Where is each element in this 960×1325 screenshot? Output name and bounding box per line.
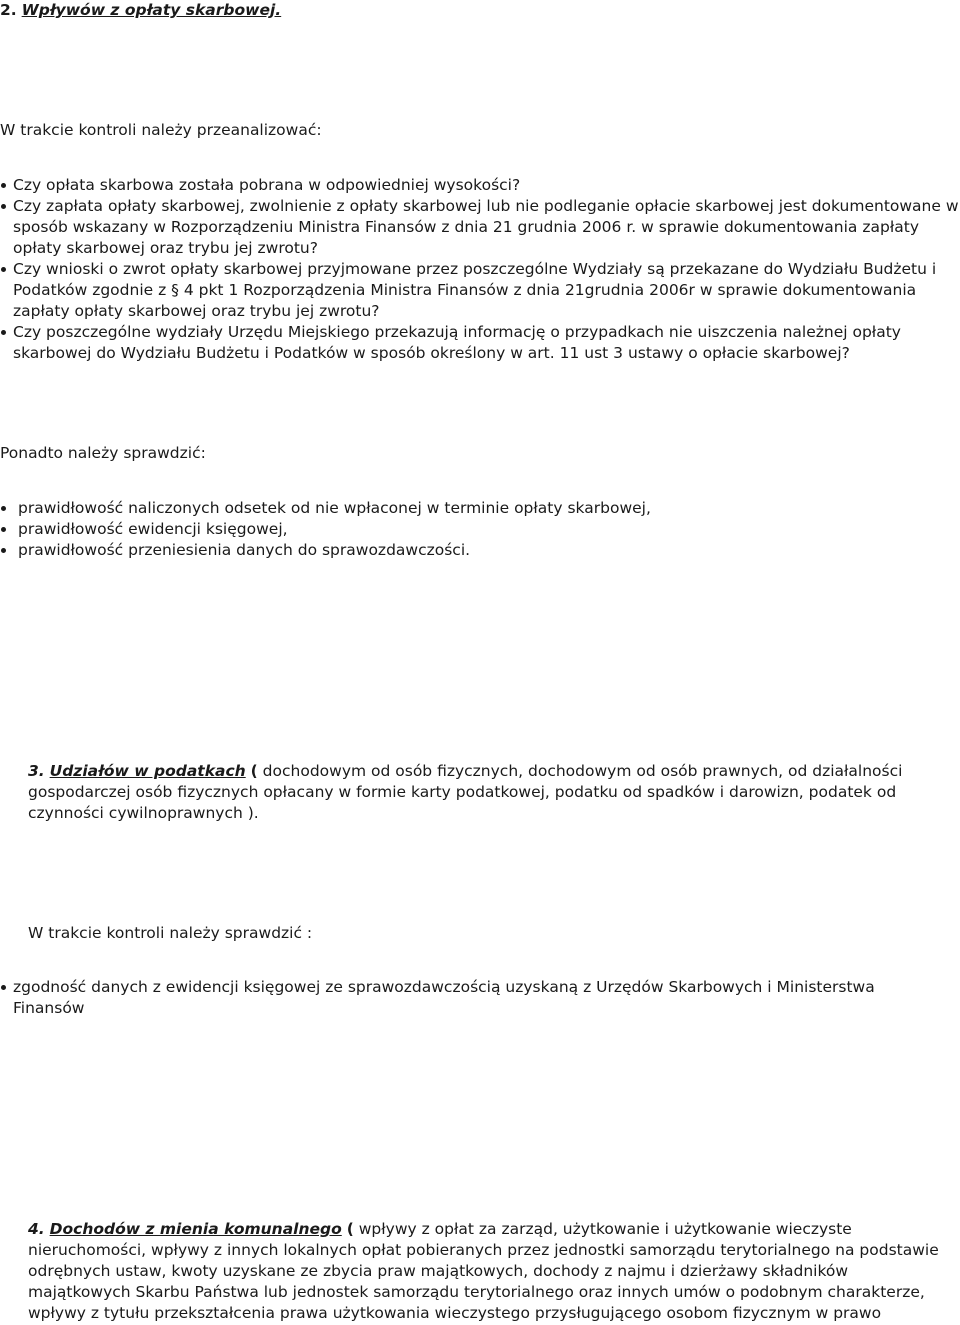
- section-2-intro: W trakcie kontroli należy przeanalizować:: [0, 121, 322, 139]
- list-item: prawidłowość ewidencji księgowej,: [0, 519, 900, 540]
- list-item: Czy zapłata opłaty skarbowej, zwolnienie z opłaty skarbowej lub nie podleganie opłacie skarbowej jest dokumentowane w sposób wskazany w Rozporządzeniu Ministra Finansów z dnia 21 grudnia 2006 r. w sprawie dokumentowania zapłaty opłaty skarbowej oraz trybu jej zwrotu?: [0, 196, 960, 259]
- also-check-label: Ponadto należy sprawdzić:: [0, 444, 206, 462]
- section-4-paragraph: [28, 1219, 953, 1324]
- also-check-list: [0, 498, 900, 561]
- section-3-description: dochodowym od osób fizycznych, dochodowym od osób prawnych, od działalności gospodarczej osób fizycznych opłacany w formie karty podatkowej, podatku od spadków i darowizn, podatek od czynności cywilnoprawnych ).: [28, 762, 903, 822]
- list-item: prawidłowość naliczonych odsetek od nie wpłaconej w terminie opłaty skarbowej,: [0, 498, 900, 519]
- section-2-question-list: [0, 175, 960, 364]
- section-2-title: Wpływów z opłaty skarbowej.: [21, 1, 282, 19]
- section-3-paragraph: [28, 761, 928, 824]
- section-4-description: wpływy z opłat za zarząd, użytkowanie i użytkowanie wieczyste nieruchomości, wpływy z innych lokalnych opłat pobieranych przez jednostki samorządu terytorialnego na podstawie odrębnych ustaw, kwoty uzyskane ze zbycia praw majątkowych, dochody z najmu i dzierżawy składników majątkowych Skarbu Państwa lub jednostek samorządu terytorialnego oraz innych umów o podobnym charakterze, wpływy z tytułu przekształcenia prawa użytkowania wieczystego przysługującego osobom fizycznym w prawo: [28, 1220, 939, 1322]
- section-2-number: 2.: [0, 1, 17, 19]
- section-3-intro: W trakcie kontroli należy sprawdzić :: [28, 924, 313, 942]
- list-item: Czy opłata skarbowa została pobrana w odpowiedniej wysokości?: [0, 175, 960, 196]
- section-4-title: Dochodów z mienia komunalnego: [49, 1220, 342, 1238]
- section-2-heading: [0, 0, 960, 21]
- list-item: Czy poszczególne wydziały Urzędu Miejskiego przekazują informację o przypadkach nie uiszczenia należnej opłaty skarbowej do Wydziału Budżetu i Podatków w sposób określony w art. 11 ust 3 ustawy o opłacie skarbowej?: [0, 322, 960, 364]
- section-3-paren: (: [250, 762, 258, 780]
- list-item: Czy wnioski o zwrot opłaty skarbowej przyjmowane przez poszczególne Wydziały są przekazane do Wydziału Budżetu i Podatków zgodnie z § 4 pkt 1 Rozporządzenia Ministra Finansów z dnia 21grudnia 2006r w sprawie dokumentowania zapłaty opłaty skarbowej oraz trybu jej zwrotu?: [0, 259, 960, 322]
- section-3-check-list: [0, 977, 910, 1019]
- section-3-title: Udziałów w podatkach: [49, 762, 246, 780]
- list-item: prawidłowość przeniesienia danych do sprawozdawczości.: [0, 540, 900, 561]
- section-4-paren: (: [346, 1220, 354, 1238]
- list-item: zgodność danych z ewidencji księgowej ze sprawozdawczością uzyskaną z Urzędów Skarbowych i Ministerstwa Finansów: [0, 977, 910, 1019]
- section-4-number: 4.: [28, 1220, 45, 1238]
- section-3-number: 3.: [28, 762, 45, 780]
